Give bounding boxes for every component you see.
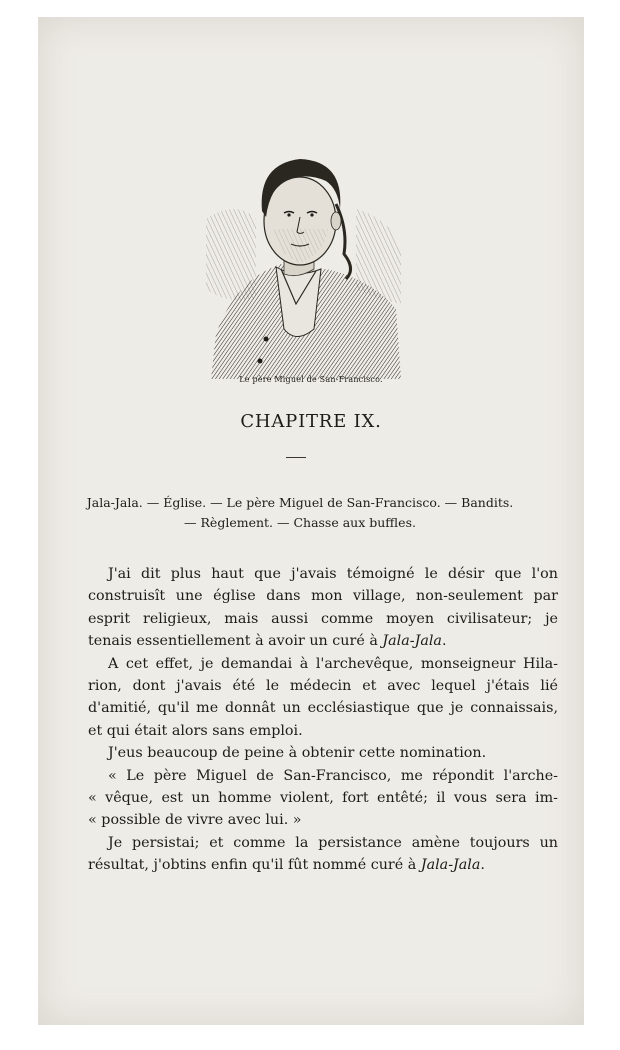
paragraph-line: esprit religieux, mais aussi comme moyen civilisateur; je — [88, 610, 558, 627]
paragraph-line: construisît une église dans mon village, non-seulement par — [88, 588, 558, 605]
paragraph-line: A cet effet, je demandai à l'archevêque, monseigneur Hila- — [108, 655, 558, 672]
paragraph-line: Je persistai; et comme la persistance amène toujours un — [108, 834, 558, 851]
paragraph-line: rion, dont j'avais été le médecin et avec lequel j'étais lié — [88, 678, 558, 695]
paragraph-line: d'amitié, qu'il me donnât un ecclésiastique que je connaissais, — [88, 700, 558, 717]
portrait-engraving — [196, 129, 410, 379]
book-page — [38, 17, 584, 1025]
paragraph-line: et qui était alors sans emploi. — [88, 722, 303, 739]
chapter-summary — [86, 493, 514, 533]
paragraph-line: résultat, j'obtins enfin qu'il fût nommé curé à Jala-Jala. — [88, 857, 485, 874]
paragraph-line: J'eus beaucoup de peine à obtenir cette nomination. — [108, 745, 487, 762]
quote-line: « Le père Miguel de San-Francisco, me répondit l'arche- — [108, 767, 558, 784]
summary-line: — Règlement. — Chasse aux buffles. — [184, 515, 416, 530]
quote-line: « vêque, est un homme violent, fort entêté; il vous sera im- — [88, 790, 558, 807]
paragraph-line: tenais essentiellement à avoir un curé à Jala-Jala. — [88, 633, 447, 650]
portrait-caption: Le père Miguel de San-Francisco. — [239, 375, 383, 384]
summary-line: Jala-Jala. — Église. — Le père Miguel de San-Francisco. — Bandits. — [86, 495, 514, 510]
chapter-title: CHAPITRE IX. — [240, 411, 382, 432]
quote-line: « possible de vivre avec lui. » — [88, 812, 302, 829]
paragraph-line: J'ai dit plus haut que j'avais témoigné le désir que l'on — [108, 566, 558, 582]
title-divider — [286, 457, 306, 458]
body-text — [88, 563, 558, 877]
